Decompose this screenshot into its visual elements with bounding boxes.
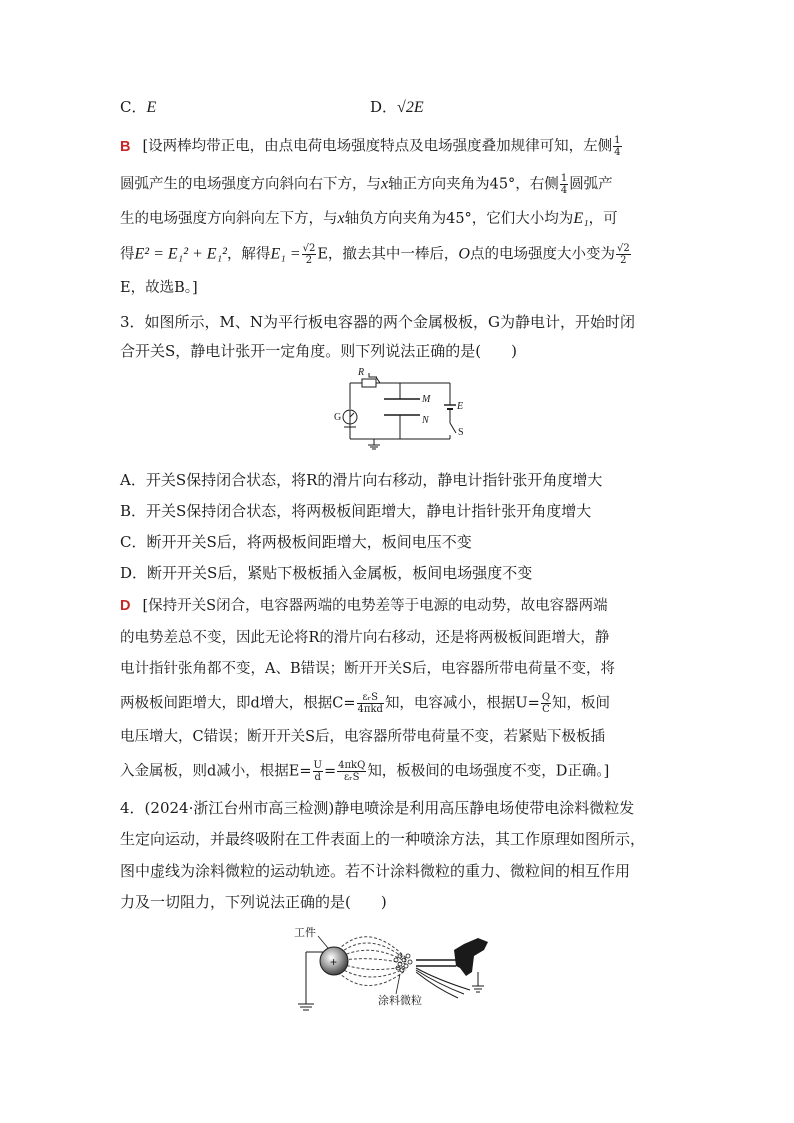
q3-option-c: [120, 532, 680, 552]
math-e1: E₁: [573, 210, 589, 227]
fraction: [541, 692, 551, 715]
fraction: [302, 243, 317, 266]
q3-answer-letter: D: [120, 598, 131, 614]
label-r: R: [358, 367, 365, 378]
frac-num: √2: [302, 243, 316, 254]
q4-spray-figure: [288, 920, 518, 1020]
q3-explanation-line5: [120, 727, 680, 747]
label-n: N: [422, 415, 429, 426]
q3-option-d-text: D．断开开关S后，紧贴下极板插入金属板，板间电场强度不变: [120, 564, 533, 582]
q2-options-row: [120, 97, 680, 118]
fraction: [616, 243, 631, 266]
q4-stem-line4: [120, 892, 680, 912]
q4-stem-text: 4．(2024·浙江台州市高三检测)静电喷涂是利用高压静电场使带电涂料微粒发: [120, 799, 635, 817]
label-e: E: [457, 401, 464, 412]
label-particles: 涂料微粒: [378, 994, 422, 1007]
q3-exp-text: 两极板间距增大，即d增大，根据C=: [120, 695, 356, 712]
q2-exp-text: ，解得: [226, 246, 271, 263]
frac-num: 1: [560, 173, 568, 184]
q2-exp-text: E，撤去其中一棒后，: [317, 246, 459, 263]
q4-stem-line3: [120, 861, 680, 881]
q3-option-a-text: A．开关S保持闭合状态，将R的滑片向右移动，静电计指针张开角度增大: [120, 471, 603, 489]
plus-sign: +: [330, 955, 338, 969]
q2-answer-letter: B: [120, 138, 131, 155]
fraction: [313, 760, 323, 783]
frac-den: 4πkd: [357, 704, 383, 715]
q2-option-d-label: D．: [370, 98, 398, 116]
q3-option-d: [120, 563, 680, 583]
q2-exp-text: [设两棒均带正电，由点电荷电场强度特点及电场强度叠加规律可知，左侧: [142, 138, 613, 155]
frac-den: 4: [560, 185, 568, 196]
q2-option-c-value: E: [146, 99, 157, 116]
q3-exp-text: 电计指针张角都不变，A、B错误；断开开关S后，电容器所带电荷量不变，将: [120, 661, 616, 677]
q2-option-c: [120, 98, 156, 116]
q4-stem-text: 图中虚线为涂料微粒的运动轨迹。若不计涂料微粒的重力、微粒间的相互作用: [120, 862, 631, 880]
fraction: [560, 173, 568, 196]
resistor-r: [362, 379, 376, 387]
frac-den: 4: [614, 147, 621, 158]
q3-explanation-line3: [120, 659, 680, 679]
q2-explanation-line5: [120, 278, 680, 298]
q3-option-b-text: B．开关S保持闭合状态，将两极板间距增大，静电计指针张开角度增大: [120, 502, 592, 520]
frac-num: εᵣS: [357, 692, 384, 704]
q3-exp-text: [保持开关S闭合，电容器两端的电势差等于电源的电动势，故电容器两端: [142, 598, 608, 614]
q3-option-b: [120, 501, 680, 521]
q3-explanation-line6: [120, 760, 680, 783]
q4-stem-text: 力及一切阻力，下列说法正确的是( ): [120, 893, 387, 911]
q2-explanation-line1: [120, 135, 680, 158]
q2-exp-text: 轴负方向夹角为45°，它们大小均为: [344, 211, 574, 227]
frac-den: d: [314, 772, 321, 783]
math-x: x: [337, 210, 345, 227]
q2-exp-text: 圆弧产生的电场强度方向斜向右下方，与: [120, 176, 381, 193]
q2-explanation-line3: [120, 209, 680, 229]
q2-exp-text: 圆弧产: [569, 176, 613, 193]
q2-option-c-label: C．: [120, 98, 147, 116]
q3-exp-text: 知，板间: [552, 695, 611, 712]
q3-circuit-figure: [330, 365, 470, 450]
label-s: S: [458, 427, 464, 438]
q3-explanation-line1: [120, 596, 680, 616]
q2-exp-text: E，故选B。]: [120, 280, 198, 296]
q3-explanation-line2: [120, 628, 680, 648]
label-m: M: [422, 394, 431, 405]
q2-exp-text: ，可: [588, 211, 618, 227]
q3-explanation-line4: [120, 692, 680, 715]
q3-option-c-text: C．断开开关S后，将两极板间距增大，板间电压不变: [120, 533, 472, 551]
fraction: [337, 760, 366, 783]
q2-exp-text: 点的电场强度大小变为: [469, 246, 615, 263]
q3-exp-text: 电压增大，C错误；断开开关S后，电容器所带电荷量不变，若紧贴下极板插: [120, 729, 606, 745]
q3-stem-text: 合开关S，静电计张开一定角度。则下列说法正确的是( ): [120, 342, 517, 360]
label-workpiece: 工件: [294, 926, 316, 939]
q2-explanation-line4: [120, 243, 680, 266]
q2-exp-text: 轴正方向夹角为45°，右侧: [388, 176, 559, 193]
q4-stem-text: 生定向运动，并最终吸附在工件表面上的一种喷涂方法，其工作原理如图所示，: [120, 830, 646, 848]
spray-gun-icon: [454, 938, 488, 976]
frac-num: √2: [616, 243, 630, 254]
q3-stem-line2: [120, 341, 680, 361]
q2-option-d: [370, 97, 424, 118]
q3-exp-text: 知，电容减小，根据U=: [384, 695, 540, 712]
q3-exp-text: 入金属板，则d减小，根据E=: [120, 763, 312, 780]
frac-den: 2: [620, 255, 627, 266]
frac-num: 4πkQ: [338, 760, 366, 771]
frac-den: 2: [305, 255, 313, 266]
q2-exp-text: 得: [120, 246, 135, 263]
frac-num: U: [313, 760, 322, 771]
math-o: O: [458, 245, 470, 263]
math-eq: E² = E₁² + E₁²: [134, 245, 227, 263]
q3-stem-line1: [120, 312, 680, 332]
q2-exp-text: 生的电场强度方向斜向左下方，与: [120, 211, 338, 227]
frac-num: Q: [541, 692, 551, 703]
q3-stem-text: 3．如图所示，M、N为平行板电容器的两个金属极板，G为静电计，开始时闭: [120, 313, 636, 331]
math-x: x: [381, 175, 389, 193]
q3-exp-text: 的电势差总不变，因此无论将R的滑片向右移动，还是将两极板间距增大，静: [120, 630, 610, 646]
frac-den: C: [542, 704, 550, 715]
fraction: [357, 692, 384, 715]
math-eq: E₁ =: [270, 245, 301, 263]
q3-option-a: [120, 470, 680, 490]
fraction: [613, 135, 621, 158]
frac-den: εᵣS: [343, 772, 360, 783]
q2-option-d-value: √2E: [397, 99, 424, 116]
q3-exp-text: =: [323, 763, 337, 780]
q2-explanation-line2: [120, 173, 680, 196]
label-g: G: [334, 412, 342, 423]
q3-exp-text: 知，板极间的电场强度不变，D正确。]: [367, 763, 610, 780]
q4-stem-line1: [120, 798, 680, 818]
frac-num: 1: [614, 135, 621, 146]
q4-stem-line2: [120, 829, 680, 849]
